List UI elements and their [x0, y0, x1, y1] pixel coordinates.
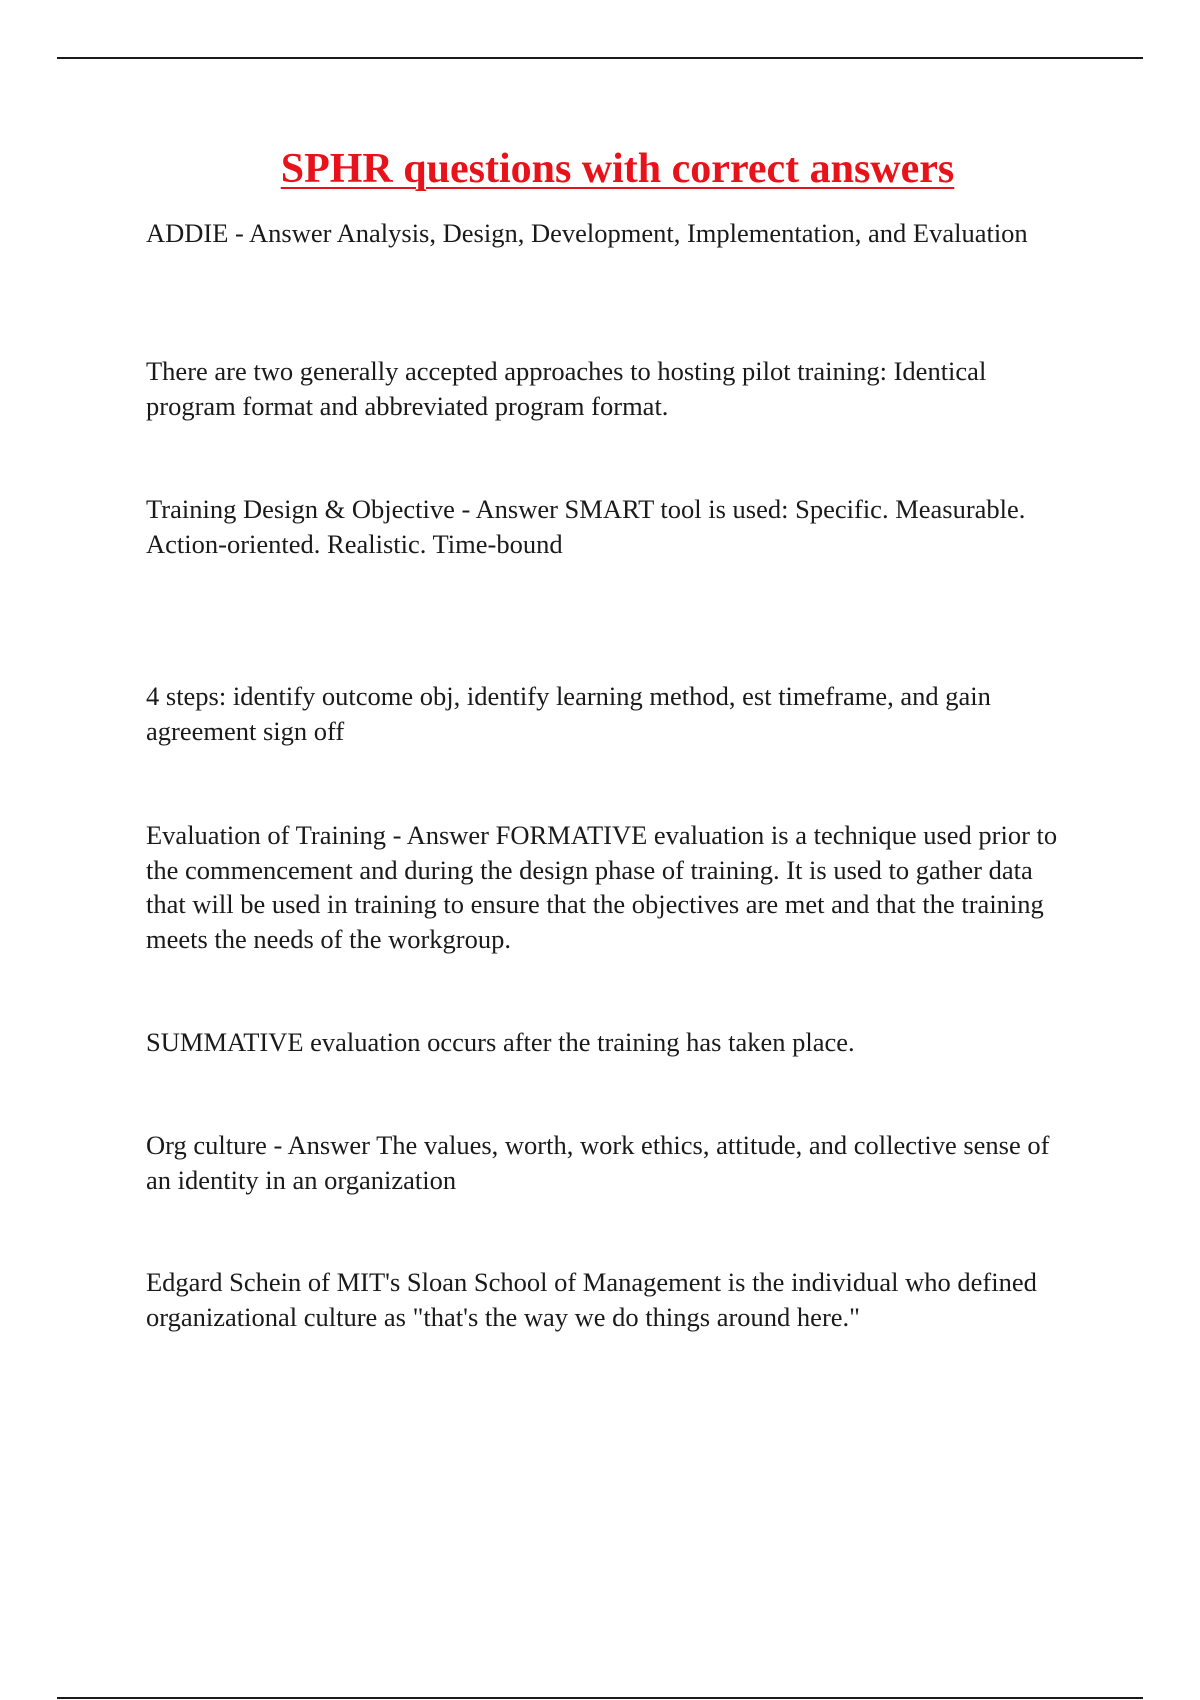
- paragraph-edgard-schein: Edgard Schein of MIT's Sloan School of Management is the individual who defined organizational culture as "that's the way we do things around here.": [146, 1267, 1037, 1332]
- paragraph-evaluation-of-training: Evaluation of Training - Answer FORMATIVE evaluation is a technique used prior to the commencement and during the design phase of training. It is used to gather data that will be used in training to ensure that the objectives are met and that the training meets the needs of the workgroup.: [146, 820, 1058, 954]
- paragraph-addie: ADDIE - Answer Analysis, Design, Development, Implementation, and Evaluation: [146, 218, 1028, 248]
- paragraph-training-design: Training Design & Objective - Answer SMART tool is used: Specific. Measurable. Action-oriented. Realistic. Time-bound: [146, 494, 1026, 559]
- document-title: SPHR questions with correct answers: [280, 146, 955, 192]
- top-rule: [57, 57, 1143, 59]
- paragraph-summative-evaluation: SUMMATIVE evaluation occurs after the training has taken place.: [146, 1027, 855, 1057]
- paragraph-org-culture: Org culture - Answer The values, worth, work ethics, attitude, and collective sense of an identity in an organization: [146, 1130, 1050, 1195]
- paragraph-four-steps: 4 steps: identify outcome obj, identify learning method, est timeframe, and gain agreement sign off: [146, 681, 991, 746]
- paragraph-pilot-training: There are two generally accepted approaches to hosting pilot training: Identical program format and abbreviated program format.: [146, 356, 987, 421]
- bottom-rule: [57, 1697, 1143, 1699]
